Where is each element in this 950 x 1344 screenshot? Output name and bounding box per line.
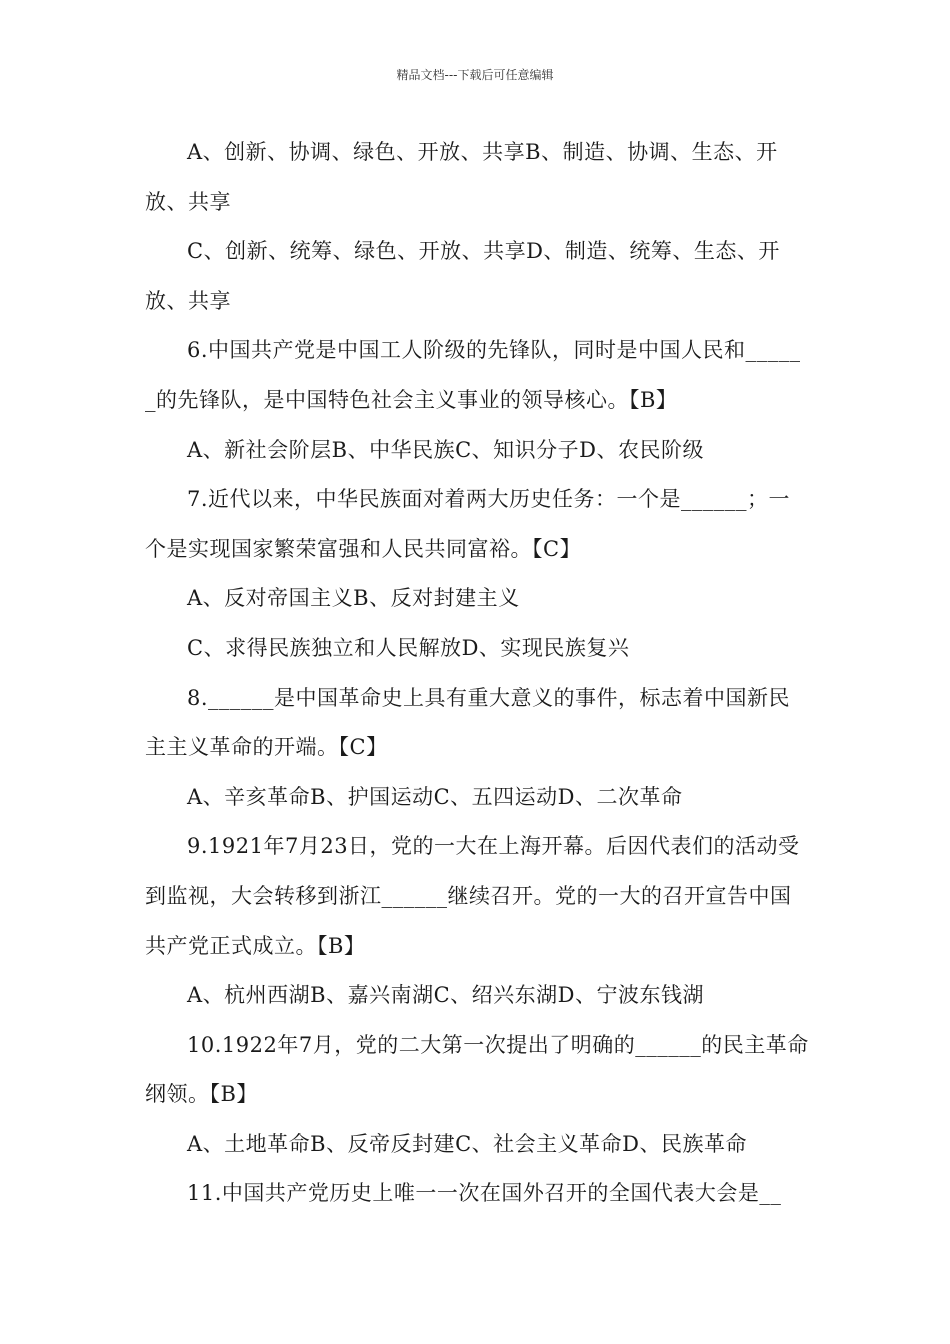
paragraph: A、新社会阶层B、中华民族C、知识分子D、农民阶级 [187, 437, 705, 462]
paragraph: A、反对帝国主义B、反对封建主义 [187, 586, 520, 611]
paragraph: A、土地革命B、反帝反封建C、社会主义革命D、民族革命 [187, 1131, 748, 1156]
paragraph: 8.______是中国革命史上具有重大意义的事件，标志着中国新民主主义革命的开端。【C】 [145, 685, 791, 760]
paragraph: 7.近代以来，中华民族面对着两大历史任务：一个是______；一个是实现国家繁荣富强和人民共同富裕。【C】 [145, 487, 791, 561]
paragraph: A、创新、协调、绿色、开放、共享B、制造、协调、生态、开放、共享 [145, 140, 778, 214]
paragraph: C、求得民族独立和人民解放D、实现民族复兴 [187, 635, 630, 660]
document-body [145, 128, 810, 1219]
paragraph: 6.中国共产党是中国工人阶级的先锋队，同时是中国人民和______的先锋队，是中国特色社会主义事业的领导核心。【B】 [145, 338, 801, 412]
paragraph: C、创新、统筹、绿色、开放、共享D、制造、统筹、生态、开放、共享 [145, 239, 780, 313]
paragraph: A、杭州西湖B、嘉兴南湖C、绍兴东湖D、宁波东钱湖 [187, 983, 705, 1008]
page-header: 精品文档---下载后可任意编辑 [396, 68, 554, 82]
paragraph: 10.1922年7月，党的二大第一次提出了明确的______的民主革命纲领。【B】 [145, 1032, 809, 1107]
paragraph: 11.中国共产党历史上唯一一次在国外召开的全国代表大会是__ [187, 1181, 782, 1206]
paragraph: 9.1921年7月23日，党的一大在上海开幕。后因代表们的活动受到监视，大会转移到浙江______继续召开。党的一大的召开宣告中国共产党正式成立。【B】 [145, 834, 800, 958]
paragraph: A、辛亥革命B、护国运动C、五四运动D、二次革命 [187, 784, 683, 809]
